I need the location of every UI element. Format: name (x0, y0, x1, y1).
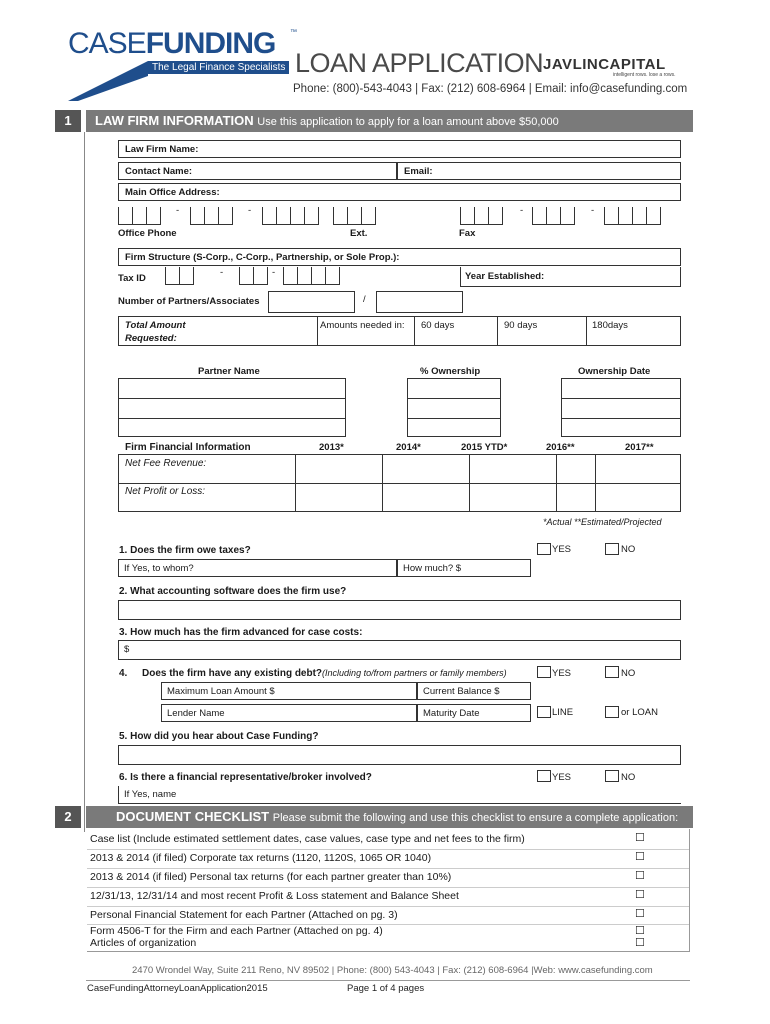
question-3: 3. How much has the firm advanced for case costs: (119, 627, 363, 638)
current-balance-label: Current Balance $ (423, 686, 500, 697)
net-fee-label: Net Fee Revenue: (125, 458, 207, 469)
q1-no-label: NO (621, 544, 636, 555)
maturity-date-field[interactable] (417, 704, 531, 722)
q5-answer-field[interactable] (118, 745, 681, 765)
checklist-item: 2013 & 2014 (if filed) Personal tax returns (for each partner greater than 10%) (90, 871, 452, 883)
q1-to-whom-label: If Yes, to whom? (124, 563, 194, 574)
office-phone-field[interactable]: - - (118, 207, 388, 227)
line-checkbox[interactable] (537, 706, 551, 718)
year-2013-header: 2013* (319, 442, 344, 453)
document-checklist (87, 829, 690, 952)
divider (414, 316, 415, 346)
checklist-checkbox[interactable]: ☐ (635, 908, 645, 920)
ext-label: Ext. (350, 228, 368, 239)
ownership-header: % Ownership (420, 366, 481, 377)
logo-tm: ™ (290, 29, 297, 36)
divider (497, 316, 498, 346)
q1-how-much-label: How much? $ (403, 563, 462, 574)
tax-id-label: Tax ID (118, 273, 146, 284)
q3-dollar-label: $ (124, 644, 130, 655)
section-1-title: LAW FIRM INFORMATION (95, 113, 254, 128)
q6-no-label: NO (621, 772, 636, 783)
checklist-item: 12/31/13, 12/31/14 and most recent Profit & Loss statement and Balance Sheet (90, 890, 459, 902)
lender-name-label: Lender Name (167, 708, 225, 719)
loan-label: or LOAN (621, 707, 658, 718)
fax-field[interactable]: - - (460, 207, 685, 227)
question-2: 2. What accounting software does the firm use? (119, 586, 347, 597)
footer-document-name: CaseFundingAttorneyLoanApplication2015 (87, 983, 268, 994)
checklist-item: Case list (Include estimated settlement dates, case values, case type and net fees to the firm) (90, 833, 525, 845)
section-1-subtitle: Use this application to apply for a loan amount above $50,000 (257, 116, 559, 128)
divider (87, 868, 689, 869)
checklist-checkbox[interactable]: ☐ (635, 870, 645, 882)
section-2-title: DOCUMENT CHECKLIST (116, 809, 270, 824)
q1-how-much-field[interactable] (397, 559, 531, 577)
logo (68, 27, 298, 97)
checklist-checkbox[interactable]: ☐ (635, 832, 645, 844)
checklist-checkbox[interactable]: ☐ (635, 925, 645, 937)
year-2015-header: 2015 YTD* (461, 442, 508, 453)
office-phone-label: Office Phone (118, 228, 177, 239)
q6-no-checkbox[interactable] (605, 770, 619, 782)
checklist-checkbox[interactable]: ☐ (635, 889, 645, 901)
q1-no-checkbox[interactable] (605, 543, 619, 555)
javlin-capital-logo: JAVLINCAPITAL (543, 56, 666, 73)
firm-structure-field[interactable] (118, 248, 681, 266)
loan-checkbox[interactable] (605, 706, 619, 718)
divider (586, 316, 587, 346)
amounts-needed-label: Amounts needed in: (320, 320, 405, 331)
section-1-header (86, 110, 693, 132)
question-1: 1. Does the firm owe taxes? (119, 545, 251, 556)
net-profit-label: Net Profit or Loss: (125, 486, 206, 497)
requested-label: Requested: (125, 333, 177, 344)
partners-slash: / (363, 294, 366, 305)
checklist-checkbox[interactable]: ☐ (635, 851, 645, 863)
max-loan-label: Maximum Loan Amount $ (167, 686, 275, 697)
main-office-address-label: Main Office Address: (125, 187, 220, 198)
logo-wordmark (68, 27, 275, 61)
question-4-number: 4. (119, 668, 128, 679)
q4-yes-label: YES (552, 668, 572, 679)
email-field[interactable] (397, 162, 681, 180)
logo-case: CASE (68, 27, 146, 60)
days-180-label: 180days (592, 320, 628, 331)
partner-name-column[interactable] (118, 378, 346, 437)
financial-info-label: Firm Financial Information (125, 442, 251, 453)
logo-swoosh-icon (68, 61, 148, 101)
days-90-label: 90 days (504, 320, 538, 331)
question-4 (142, 668, 507, 679)
checklist-item: Form 4506-T for the Firm and each Partner (Attached on pg. 4) (90, 925, 383, 937)
logo-tagline: The Legal Finance Specialists (148, 61, 289, 74)
section-2-header (86, 806, 693, 828)
contact-info: Phone: (800)-543-4043 | Fax: (212) 608-6964 | Email: info@casefunding.com (293, 83, 688, 95)
divider (87, 887, 689, 888)
year-established-label: Year Established: (465, 271, 545, 282)
checklist-item: Articles of organization (90, 937, 197, 949)
q6-yes-label: YES (552, 772, 572, 783)
divider (86, 980, 690, 981)
q4-no-label: NO (621, 668, 636, 679)
q4-no-checkbox[interactable] (605, 666, 619, 678)
footer-page-number: Page 1 of 4 pages (347, 983, 425, 994)
checklist-checkbox[interactable]: ☐ (635, 937, 645, 949)
contact-name-label: Contact Name: (125, 166, 193, 177)
question-4-text: Does the firm have any existing debt? (142, 668, 323, 679)
question-4-note: (Including to/from partners or family members) (322, 668, 507, 678)
email-label: Email: (404, 166, 433, 177)
partners-count-input[interactable] (268, 291, 355, 313)
ownership-date-header: Ownership Date (578, 366, 651, 377)
q1-yes-checkbox[interactable] (537, 543, 551, 555)
total-amount-label: Total Amount (125, 320, 186, 331)
divider (84, 132, 85, 832)
law-firm-name-field[interactable] (118, 140, 681, 158)
associates-count-input[interactable] (376, 291, 463, 313)
law-firm-name-label: Law Firm Name: (125, 144, 199, 155)
q1-yes-label: YES (552, 544, 572, 555)
days-60-label: 60 days (421, 320, 455, 331)
q3-answer-field[interactable] (118, 640, 681, 660)
checklist-item: 2013 & 2014 (if filed) Corporate tax returns (1120, 1120S, 1065 OR 1040) (90, 852, 432, 864)
maturity-date-label: Maturity Date (423, 708, 480, 719)
divider (87, 906, 689, 907)
year-2017-header: 2017** (625, 442, 654, 453)
tax-id-field[interactable]: - - (165, 267, 345, 287)
javlin-capital-tagline: intelligent rows. lose a rows. (613, 72, 676, 78)
section-2-number: 2 (55, 806, 81, 828)
year-established-field[interactable] (460, 267, 681, 287)
year-2014-header: 2014* (396, 442, 421, 453)
lender-name-field[interactable] (161, 704, 417, 722)
contact-name-field[interactable] (118, 162, 397, 180)
ownership-date-column[interactable] (561, 378, 681, 437)
question-6: 6. Is there a financial representative/broker involved? (119, 772, 372, 783)
section-2-subtitle: Please submit the following and use this checklist to ensure a complete application: (272, 812, 679, 824)
main-office-address-field[interactable] (118, 183, 681, 201)
divider (87, 849, 689, 850)
fax-label: Fax (459, 228, 476, 239)
q6-yes-checkbox[interactable] (537, 770, 551, 782)
q6-name-label: If Yes, name (124, 789, 177, 800)
page-title: LOAN APPLICATION (295, 48, 544, 78)
logo-funding: FUNDING (145, 27, 276, 60)
partner-name-header: Partner Name (198, 366, 260, 377)
partners-label: Number of Partners/Associates (118, 296, 260, 307)
firm-structure-label: Firm Structure (S-Corp., C-Corp., Partnership, or Sole Prop.): (125, 252, 400, 263)
divider (317, 316, 318, 346)
footer-address: 2470 Wrondel Way, Suite 211 Reno, NV 89502 | Phone: (800) 543-4043 | Fax: (212) 608-6964 |Web: www.casefunding.com (132, 965, 653, 976)
q1-to-whom-field[interactable] (118, 559, 397, 577)
max-loan-field[interactable] (161, 682, 417, 700)
year-2016-header: 2016** (546, 442, 575, 453)
section-1-number: 1 (55, 110, 81, 132)
q2-answer-field[interactable] (118, 600, 681, 620)
ownership-column[interactable] (407, 378, 501, 437)
question-5: 5. How did you hear about Case Funding? (119, 731, 319, 742)
estimate-legend: *Actual **Estimated/Projected (543, 517, 662, 527)
current-balance-field[interactable] (417, 682, 531, 700)
q4-yes-checkbox[interactable] (537, 666, 551, 678)
q6-name-field[interactable] (118, 786, 681, 804)
line-label: LINE (552, 707, 574, 718)
checklist-item: Personal Financial Statement for each Partner (Attached on pg. 3) (90, 909, 398, 921)
